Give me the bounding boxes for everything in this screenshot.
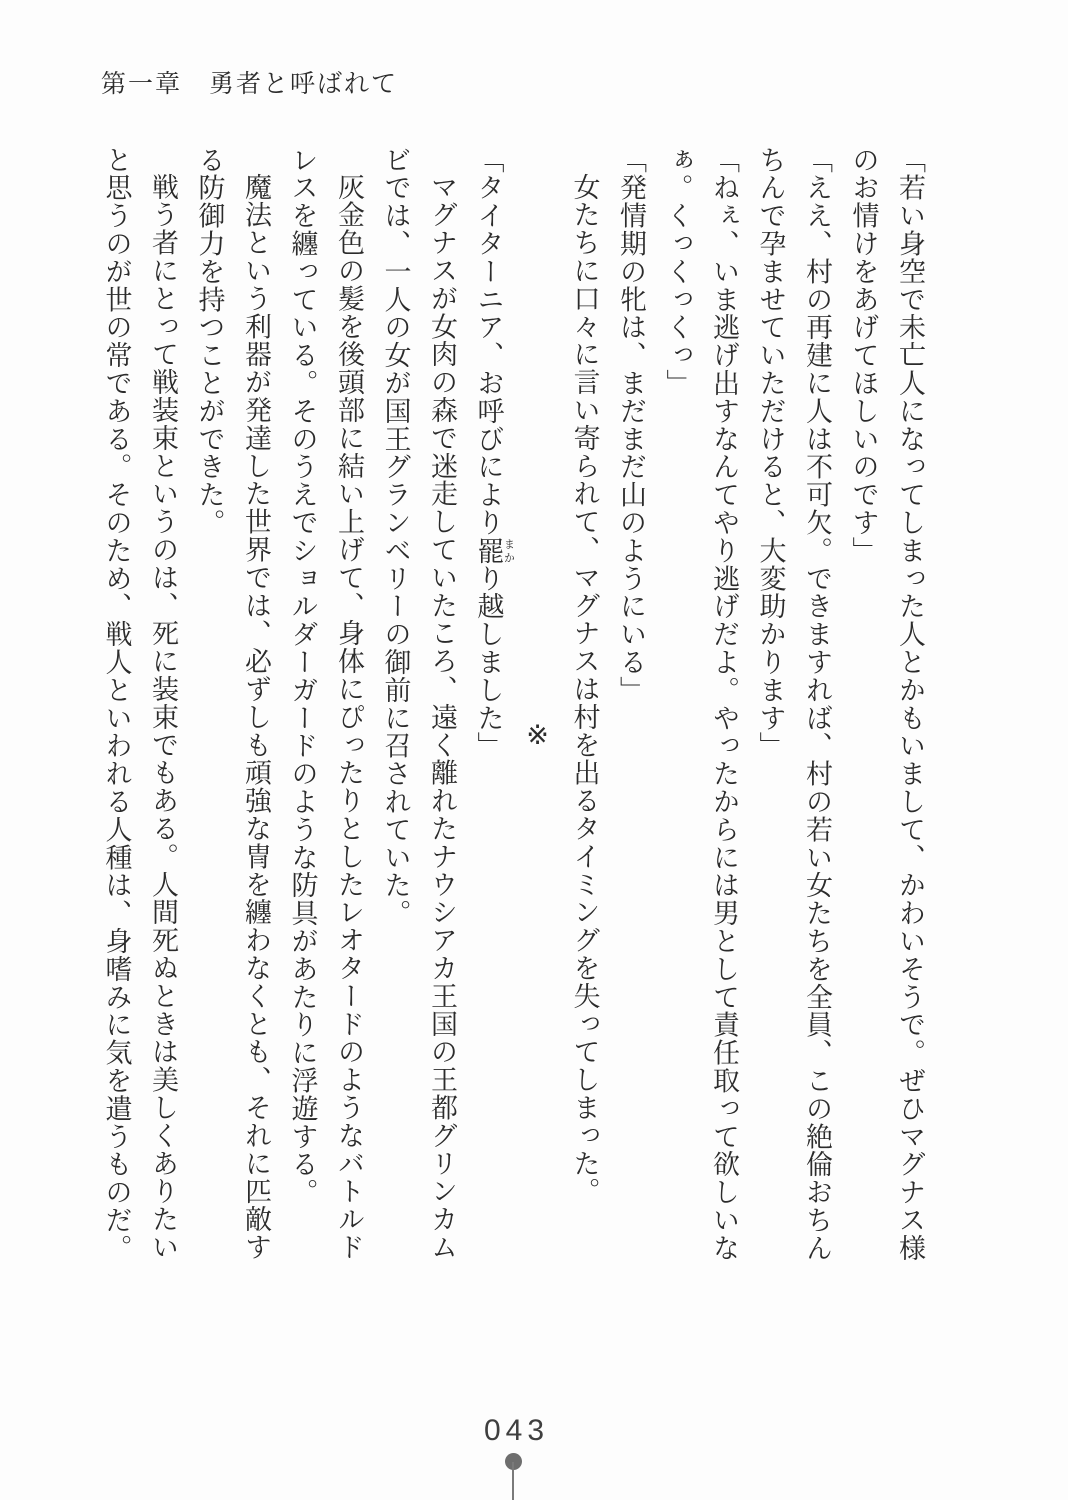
- text-line-7: 「発情期の牝は、まだまだ山のようにいる」: [616, 146, 646, 704]
- text-line-16: る防御力を持つことができた。: [194, 146, 225, 537]
- bottom-marker-line: [512, 1462, 514, 1500]
- page-number: 043: [483, 1414, 550, 1447]
- furigana-ruby: 罷 まか: [473, 536, 515, 565]
- text-line-13: 灰金色の髪を後頭部に結い上げて、身体にぴったりとしたレオタードのようなバトルド: [334, 173, 364, 1262]
- text-line-1: 「若い身空で未亡人になってしまった人とかもいまして、かわいそうで。ぜひマグナス様: [895, 146, 925, 1262]
- text-line-3: 「ええ、村の再建に人は不可欠。できますれば、村の若い女たちを全員、この絶倫おちん: [802, 146, 832, 1262]
- text-line-2: のお情けをあげてほしいのです」: [848, 146, 879, 565]
- text-line-9: ※: [523, 720, 553, 752]
- text-line-6: ぁ。くっくっくっ」: [662, 146, 693, 398]
- text-line-4: ちんで孕ませていただけると、大変助かります」: [755, 146, 786, 760]
- chapter-header: 第一章 勇者と呼ばれて: [101, 71, 399, 98]
- text-line-11: マグナスが女肉の森で迷走していたころ、遠く離れたナウシアカ王国の王都グリンカム: [427, 173, 457, 1262]
- text-line-18: と思うのが世の常である。そのため、戦人といわれる人種は、身嗜みに気を遣うものだ。: [101, 146, 132, 1262]
- text-line-10: 「タイターニア、お呼びにより罷 まかり越しました」: [473, 146, 515, 760]
- text-line-14: レスを纏っている。そのうえでショルダーガードのような防具があたりに浮遊する。: [287, 146, 318, 1207]
- main-text-block: [93, 146, 933, 1326]
- text-line-8: 女たちに口々に言い寄られて、マグナスは村を出るタイミングを失ってしまった。: [569, 173, 600, 1206]
- text-line-12: ビでは、一人の女が国王グランベリーの御前に召されていた。: [380, 146, 411, 928]
- text-line-17: 戦う者にとって戦装束というのは、死に装束でもある。人間死ぬときは美しくありたい: [148, 173, 178, 1262]
- text-line-5: 「ねぇ、いま逃げ出すなんてやり逃げだよ。やったからには男として責任取って欲しいな: [709, 146, 739, 1262]
- text-line-15: 魔法という利器が発達した世界では、必ずしも頑強な冑を纏わなくとも、それに匹敵す: [241, 173, 271, 1262]
